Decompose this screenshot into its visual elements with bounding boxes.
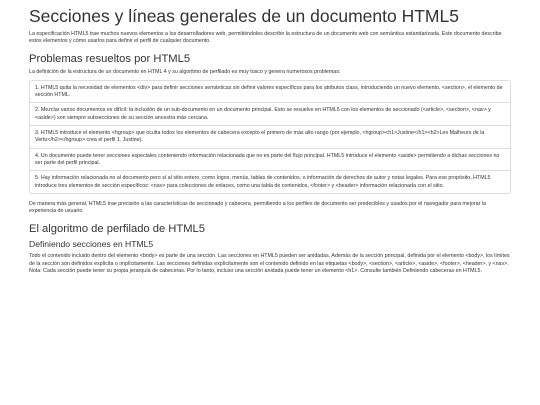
problems-lead-paragraph: La definición de la estructura de un documento en HTML 4 y su algoritmo de perfilado es muy tosco y genera numerosos problemas: bbox=[29, 68, 341, 75]
defining-sections-paragraph: Todo el contenido incluido dentro del elemento <body> es parte de una sección. Las secciones en HTML5 pueden ser anidadas. Además de la sección principal, definida por el elemento <body>, los límites de la sección son definidos explícita o implícitamente. Las secciones definidas explícitamente son el contenido definido en las etiquetas <body>, <section>, <article>, <aside>, <footer>, <header>, y <nav>. Nota: Cada sección puede tener su propia jerarquía de cabeceras. Por lo tanto, incluso una sección anidada puede tener un elemento <h1>. Consulte también Definiendo cabeceras en HTML5. bbox=[29, 253, 510, 275]
algorithm-heading: El algoritmo de perfilado de HTML5 bbox=[29, 223, 205, 236]
problem-item-text: 5. Hay información relacionada no al documento pero sí al sitio entero, como logos, menús, tablas de contenidos, o información de derechos de autor y notas legales. Para ese propósito, HTML5 introduce tres elementos de sección específicos: <nav> para colecciones de enlaces, como una tabla de contenidos, <footer> y <header> información relacionada con el sitio. bbox=[35, 175, 491, 189]
intro-paragraph: La especificación HTML5 trae muchos nuevos elementos a los desarrolladores web, permitiéndoles describir la estructura de un documento web con semántica estandarizada. Este documento describe estos elementos y cómo usarlos para definir el perfil de cualquier documento. bbox=[29, 31, 502, 45]
problems-heading: Problemas resueltos por HTML5 bbox=[29, 52, 191, 65]
list-item bbox=[30, 171, 510, 193]
problem-item-text: 4. Un documento puede tener secciones especiales conteniendo información relacionada que no es parte del flujo principal. HTML5 introduce el elemento <aside> permitiendo a dichas secciones no ser parte del perfil principal. bbox=[35, 152, 500, 166]
problem-list bbox=[29, 80, 511, 194]
list-item bbox=[30, 81, 510, 104]
list-item bbox=[30, 103, 510, 126]
problems-summary-paragraph: De manera más general, HTML5 trae precisión a las características de seccionado y cabecera, permitiendo a los perfiles de documento ser predecibles y usados por el navegador para mejorar la experiencia de usuario. bbox=[29, 200, 486, 215]
problem-item-text: 3. HTML5 introduce el elemento <hgroup> que oculta todos los elementos de cabecera excepto el primero de más alto rango (por ejemplo, <hgroup><h1>Justine</h1><h2>Les Malheurs de la Vertu</h2></hgroup> crea el perfil 1. Justine). bbox=[35, 130, 485, 144]
problem-item-text: 1. HTML5 quita la necesidad de elementos <div> para definir secciones semánticas sin definir valores específicos para los atributos class, introduciendo un nuevo elemento, <section>, el elemento de sección HTML. bbox=[35, 84, 503, 99]
problem-item-text: 2. Mezclar varios documentos es difícil: la inclusión de un sub-documento en un documento principal. Esto se resuelve en HTML5 con los elementos de seccionado (<article>, <section>, <nav> y <aside>) son siempre subsecciones de su sección ancestra más cercana. bbox=[35, 107, 491, 121]
defining-sections-heading: Definiendo secciones en HTML5 bbox=[29, 239, 154, 250]
list-item bbox=[30, 149, 510, 172]
list-item bbox=[30, 126, 510, 149]
page-title: Secciones y líneas generales de un documento HTML5 bbox=[29, 6, 459, 26]
